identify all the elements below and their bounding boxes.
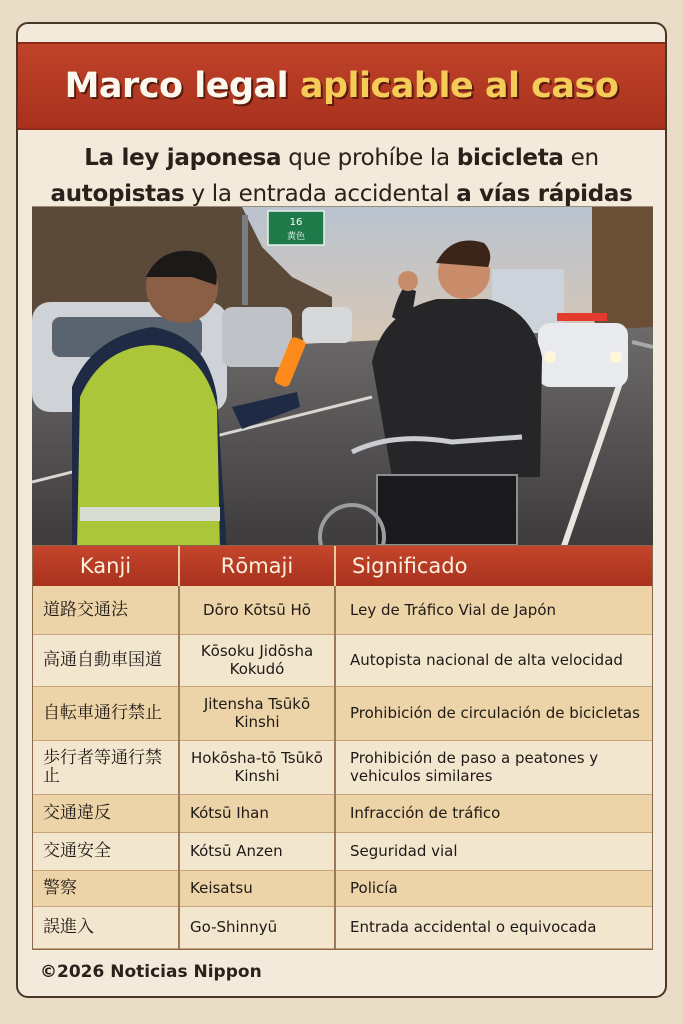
road-sign-label: 黄色 bbox=[286, 232, 306, 242]
column-header-significado: Significado bbox=[335, 546, 652, 586]
scene-illustration bbox=[32, 207, 653, 551]
romaji-cell: Go-Shinnyū bbox=[179, 906, 335, 948]
vest-reflector bbox=[80, 507, 220, 521]
romaji-cell: Kótsū Anzen bbox=[179, 832, 335, 870]
meaning-cell: Seguridad vial bbox=[335, 832, 652, 870]
kanji-cell: 交通違反 bbox=[33, 794, 179, 832]
subtitle-bold: La ley japonesa bbox=[84, 145, 282, 171]
subtitle-bold: bicicleta bbox=[456, 145, 564, 171]
cyclist-jacket bbox=[372, 299, 542, 477]
table-row bbox=[33, 832, 652, 870]
road-sign-number: 16 bbox=[289, 217, 303, 228]
kanji-cell: 誤進入 bbox=[33, 906, 179, 948]
title-banner bbox=[18, 42, 665, 130]
car-left-2 bbox=[222, 307, 292, 367]
headlight bbox=[544, 351, 556, 363]
kanji-cell: 道路交通法 bbox=[33, 586, 179, 634]
scene-photo bbox=[32, 206, 653, 551]
table-row bbox=[33, 634, 652, 686]
kanji-cell: 交通安全 bbox=[33, 832, 179, 870]
police-lights bbox=[557, 313, 607, 321]
kanji-cell: 警察 bbox=[33, 870, 179, 906]
column-header-romaji: Rōmaji bbox=[179, 546, 335, 586]
subtitle-bold: a vías rápidas bbox=[456, 181, 633, 207]
subtitle-bold: autopistas bbox=[50, 181, 185, 207]
table-row bbox=[33, 906, 652, 948]
cyclist-hand bbox=[398, 271, 418, 291]
table-row bbox=[33, 870, 652, 906]
table-header-row bbox=[33, 546, 652, 586]
romaji-cell: Keisatsu bbox=[179, 870, 335, 906]
romaji-cell: Hokōsha-tō Tsūkō Kinshi bbox=[179, 740, 335, 794]
table-row bbox=[33, 740, 652, 794]
romaji-cell: Jitensha Tsūkō Kinshi bbox=[179, 686, 335, 740]
car-left-3 bbox=[302, 307, 352, 343]
copyright-footer: ©2026 Noticias Nippon bbox=[40, 962, 262, 982]
kanji-cell: 高通自動車国道 bbox=[33, 634, 179, 686]
subtitle-line-1 bbox=[18, 140, 665, 176]
table-row bbox=[33, 686, 652, 740]
romaji-cell: Kótsū Ihan bbox=[179, 794, 335, 832]
headlight bbox=[610, 351, 622, 363]
subtitle-text: en bbox=[563, 145, 599, 171]
meaning-cell: Policía bbox=[335, 870, 652, 906]
meaning-cell: Autopista nacional de alta velocidad bbox=[335, 634, 652, 686]
kanji-cell: 歩行者等通行禁止 bbox=[33, 740, 179, 794]
meaning-cell: Ley de Tráfico Vial de Japón bbox=[335, 586, 652, 634]
title-highlight: aplicable al caso bbox=[299, 66, 619, 106]
meaning-cell: Entrada accidental o equivocada bbox=[335, 906, 652, 948]
bicycle-basket bbox=[377, 475, 517, 545]
meaning-cell: Prohibición de paso a peatones y vehiculos similares bbox=[335, 740, 652, 794]
title-main: Marco legal bbox=[64, 66, 300, 106]
meaning-cell: Infracción de tráfico bbox=[335, 794, 652, 832]
subtitle bbox=[18, 140, 665, 212]
romaji-cell: Dōro Kōtsū Hō bbox=[179, 586, 335, 634]
meaning-cell: Prohibición de circulación de bicicletas bbox=[335, 686, 652, 740]
infographic-card bbox=[16, 22, 667, 998]
subtitle-text: que prohíbe la bbox=[281, 145, 457, 171]
glossary-table bbox=[32, 545, 653, 950]
column-header-kanji: Kanji bbox=[33, 546, 179, 586]
subtitle-text: y la entrada accidental bbox=[184, 181, 457, 207]
page-title bbox=[65, 66, 619, 106]
table-row bbox=[33, 794, 652, 832]
romaji-cell: Kōsoku Jidōsha Kokudó bbox=[179, 634, 335, 686]
sign-pole bbox=[242, 215, 248, 305]
table-row bbox=[33, 586, 652, 634]
kanji-cell: 自転車通行禁止 bbox=[33, 686, 179, 740]
